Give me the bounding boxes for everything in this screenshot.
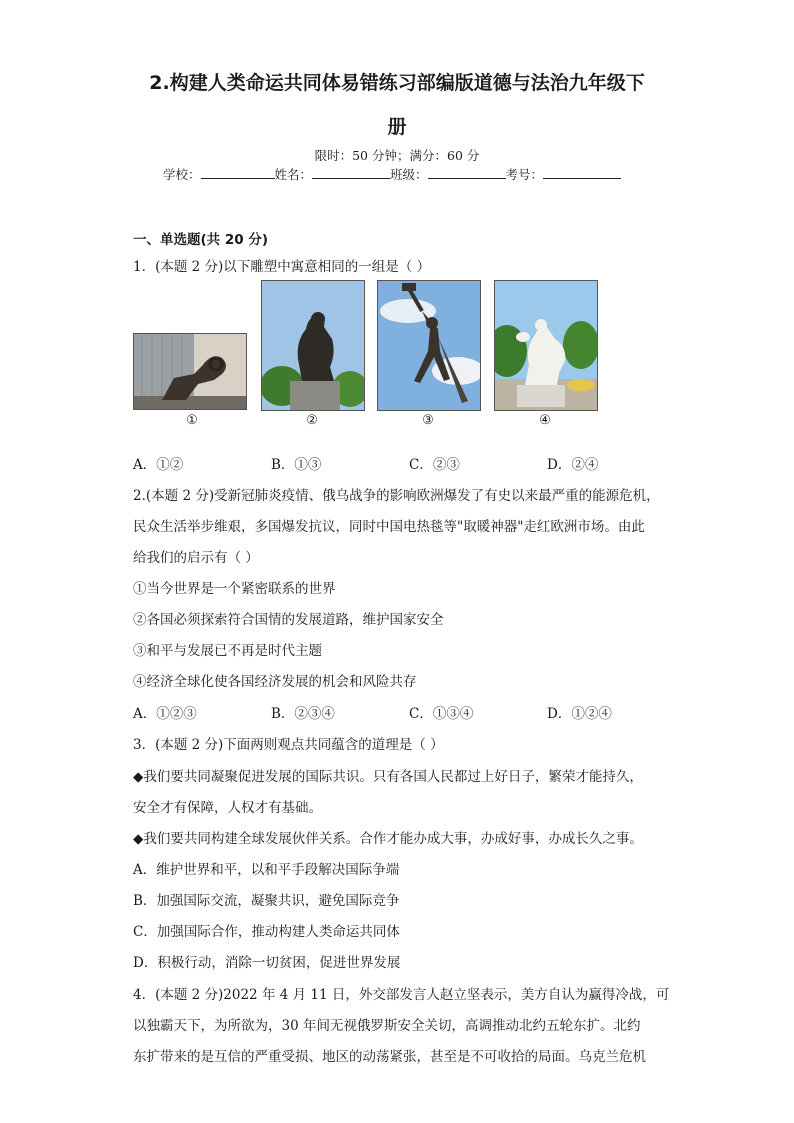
school-label: 学校： <box>163 167 201 182</box>
q3-view1-line2: 安全才有保障，人权才有基础。 <box>133 800 322 816</box>
q4-stem-line3: 东扩带来的是互信的严重受损、地区的动荡紧张，甚至是不可收拾的局面。乌克兰危机 <box>133 1049 646 1065</box>
hammer-sword-sculpture-image <box>377 280 481 411</box>
doc-title-line1: 2.构建人类命运共同体易错练习部编版道德与法治九年级下 <box>149 72 645 94</box>
q2-item-4: ④经济全球化使各国经济发展的机会和风险共存 <box>133 674 417 690</box>
class-label: 班级： <box>390 167 428 182</box>
q3-option-d[interactable]: D．积极行动，消除一切贫困，促进世界发展 <box>133 955 401 971</box>
q1-option-c[interactable]: C．②③ <box>409 457 460 473</box>
class-blank[interactable] <box>428 166 506 179</box>
q1-caption-2: ② <box>306 413 318 428</box>
knotted-gun-sculpture-image <box>133 333 247 410</box>
q2-item-1: ①当今世界是一个紧密联系的世界 <box>133 581 336 597</box>
q1-option-b[interactable]: B．①③ <box>271 457 322 473</box>
q3-option-a[interactable]: A．维护世界和平，以和平手段解决国际争端 <box>133 862 400 878</box>
discus-thrower-sculpture-image <box>494 280 598 411</box>
q1-stem: 1．(本题 2 分)以下雕塑中寓意相同的一组是（ ） <box>133 259 431 275</box>
section-title: 一、单选题(共 20 分) <box>133 232 269 248</box>
q2-option-d[interactable]: D．①②④ <box>547 706 612 722</box>
q1-caption-1: ① <box>186 413 198 428</box>
q4-stem-line2: 以独霸天下，为所欲为，30 年间无视俄罗斯安全关切，高调推动北约五轮东扩。北约 <box>133 1018 641 1034</box>
q2-option-b[interactable]: B．②③④ <box>271 706 335 722</box>
name-blank[interactable] <box>312 166 390 179</box>
school-blank[interactable] <box>201 166 275 179</box>
q1-option-d[interactable]: D．②④ <box>547 457 599 473</box>
q4-stem-line1: 4．(本题 2 分)2022 年 4 月 11 日，外交部发言人赵立坚表示，美方自认为赢得冷战，可 <box>133 987 670 1003</box>
exam-no-label: 考号： <box>505 167 544 182</box>
q3-view1-line1: ◆我们要共同凝聚促进发展的国际共识。只有各国人民都过上好日子，繁荣才能持久， <box>133 769 643 785</box>
q2-stem-line2: 民众生活举步维艰，多国爆发抗议，同时中国电热毯等"取暖神器"走红欧洲市场。由此 <box>133 519 645 535</box>
thinker-sculpture-image <box>261 280 365 411</box>
q1-caption-3: ③ <box>422 413 434 428</box>
q2-item-2: ②各国必须探索符合国情的发展道路，维护国家安全 <box>133 612 444 628</box>
q1-caption-4: ④ <box>539 413 551 428</box>
q3-option-b[interactable]: B．加强国际交流，凝聚共识，避免国际竞争 <box>133 893 400 909</box>
time-info: 限时：50 分钟；满分：60 分 <box>314 148 480 163</box>
q2-stem-line1: 2.(本题 2 分)受新冠肺炎疫情、俄乌战争的影响欧洲爆发了有史以来最严重的能源危机， <box>133 488 660 504</box>
q3-view2: ◆我们要共同构建全球发展伙伴关系。合作才能办成大事，办成好事，办成长久之事。 <box>133 831 643 847</box>
q2-stem-line3: 给我们的启示有（ ） <box>133 550 259 566</box>
q1-option-a[interactable]: A．①② <box>133 457 184 473</box>
q3-option-c[interactable]: C．加强国际合作，推动构建人类命运共同体 <box>133 924 400 940</box>
q2-option-a[interactable]: A．①②③ <box>133 706 197 722</box>
name-label: 姓名： <box>274 167 313 182</box>
student-info-row <box>163 165 621 183</box>
q2-option-c[interactable]: C．①③④ <box>409 706 474 722</box>
exam-no-blank[interactable] <box>543 166 621 179</box>
q2-item-3: ③和平与发展已不再是时代主题 <box>133 643 322 659</box>
doc-title-line2: 册 <box>387 116 407 138</box>
q3-stem: 3．(本题 2 分)下面两则观点共同蕴含的道理是（ ） <box>133 737 444 753</box>
